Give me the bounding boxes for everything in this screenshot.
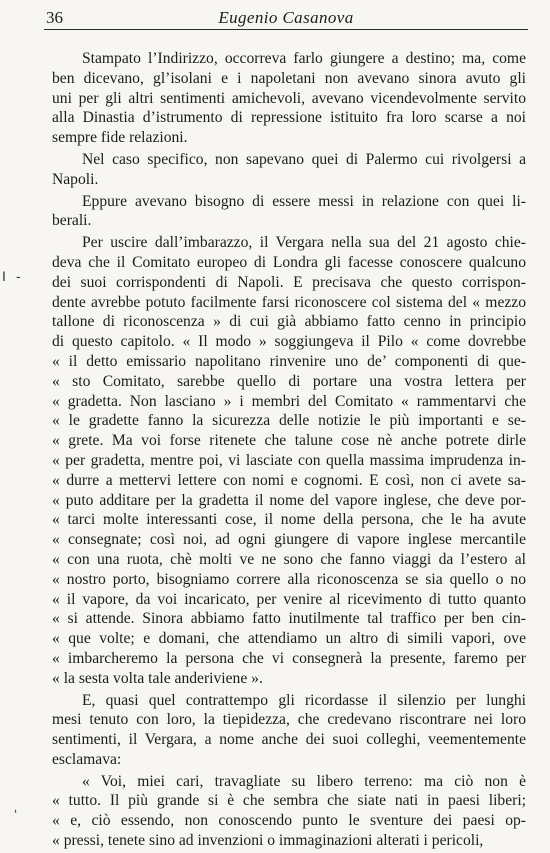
margin-mark: -: [16, 268, 21, 284]
text-line: « Voi, miei cari, travagliate su libero terreno: ma ciò non è: [82, 772, 526, 790]
text-line: Napoli.: [52, 170, 99, 188]
text-line: « grete. Ma voi forse ritenete che talune cose nè anche potrete dirle: [52, 432, 526, 450]
text-line: « pressi, tenete sino ad invenzioni o immaginazioni alterati i pericoli,: [52, 832, 484, 850]
text-line: sentimenti, il Vergara, a nome anche dei suoi colleghi, veementemente: [52, 731, 526, 749]
text-line: Eppure avevano bisogno di essere messi in relazione con quei li-: [82, 192, 526, 210]
text-line: « tutto. Il più grande si è che sembra che siate nati in paesi liberi;: [52, 792, 526, 810]
header-rule: [44, 29, 528, 30]
text-line: Per uscire dall’imbarazzo, il Vergara nella sua del 21 agosto chie-: [82, 234, 526, 252]
text-line: « nostro porto, bisogniamo correre alla riconoscenza se sia quello o no: [52, 570, 526, 588]
text-line: « e, ciò essendo, non conoscendo punto le sventure dei paesi op-: [52, 812, 526, 830]
text-line: « puto additare per la gradetta il nome del vapore inglese, che deve por-: [52, 491, 526, 509]
paragraph: [52, 233, 526, 688]
text-line: « per gradetta, mentre poi, vi lasciate con quella massima imprudenza in-: [52, 451, 526, 469]
text-line: tallone di riconoscenza » di cui già abbiamo fatto cenno in principio: [52, 313, 526, 331]
text-line: dei suoi corrispondenti di Napoli. E precisava che questo corrispon-: [52, 273, 526, 291]
text-line: dente avrebbe potuto facilmente farsi riconoscere col sistema del « mezzo: [52, 293, 526, 311]
text-line: Nel caso specifico, non sapevano quei di Palermo cui rivolgersi a: [82, 150, 526, 168]
running-head: Eugenio Casanova: [218, 8, 354, 27]
text-line: « le gradette fanno la sicurezza delle notizie le più importanti e se-: [52, 412, 526, 430]
page-header: [46, 6, 526, 30]
text-line: di questo capitolo. « Il modo » soggiungeva il Pilo « come dovrebbe: [52, 333, 526, 351]
paragraph: [52, 150, 526, 190]
margin-mark: ‘: [14, 806, 18, 822]
text-line: uni per gli altri sentimenti amichevoli, avevano vicendevolmente servito: [52, 89, 526, 107]
paragraph: [52, 691, 526, 770]
text-line: mesi tenuto con loro, la tiepidezza, che credevano riscontrare nei loro: [52, 711, 526, 729]
text-line: « il detto emissario napolitano rinvenire uno de’ componenti di que-: [52, 352, 526, 370]
paragraph: [52, 192, 526, 232]
text-line: « si attende. Sinora abbiamo fatto inutilmente tal traffico per ben cin-: [52, 610, 526, 628]
text-line: ben dicevano, gl’isolani e i napoletani non avevano sinora avuto gli: [52, 69, 526, 87]
text-line: « sto Comitato, sarebbe quello di portare una vostra lettera per: [52, 372, 526, 390]
text-line: « il vapore, da voi incaricato, per venire al ricevimento di tutto quanto: [52, 590, 526, 608]
text-line: « con una ruota, chè molti ve ne sono che fanno viaggi da l’estero al: [52, 550, 526, 568]
body-text: [52, 49, 526, 853]
text-line: E, quasi quel contrattempo gli ricordasse il silenzio per lunghi: [82, 691, 526, 709]
paragraph: [52, 772, 526, 851]
text-line: Stampato l’Indirizzo, occorreva farlo giungere a destino; ma, come: [82, 50, 526, 67]
text-line: « la sesta volta tale anderiviene ».: [52, 669, 263, 687]
text-line: sempre fide relazioni.: [52, 129, 188, 147]
text-line: alla Dinastia d’istrumento di repressione istituito fra loro scarse a noi: [52, 109, 526, 127]
text-line: « durre a mettervi lettere con nomi e cognomi. E così, non ci avete sa-: [52, 471, 526, 489]
page-number: 36: [46, 8, 63, 27]
margin-mark: I: [2, 268, 6, 284]
paragraph: [52, 49, 526, 148]
text-line: « consegnate; così noi, ad ogni giungere di vapore inglese mercantile: [52, 531, 526, 549]
text-line: esclamava:: [52, 750, 122, 768]
text-line: deva che il Comitato europeo di Londra gli facesse conoscere qualcuno: [52, 253, 526, 271]
text-line: « que volte; e domani, che attendiamo un altro di simili vapori, ove: [52, 630, 526, 648]
text-line: « gradetta. Non lasciano » i membri del Comitato « rammentarvi che: [52, 392, 526, 410]
text-line: berali.: [52, 212, 92, 230]
text-line: « imbarcheremo la persona che vi consegnerà la presente, faremo per: [52, 649, 526, 667]
text-line: « tarci molte interessanti cose, il nome della persona, che le ha avute: [52, 511, 526, 529]
